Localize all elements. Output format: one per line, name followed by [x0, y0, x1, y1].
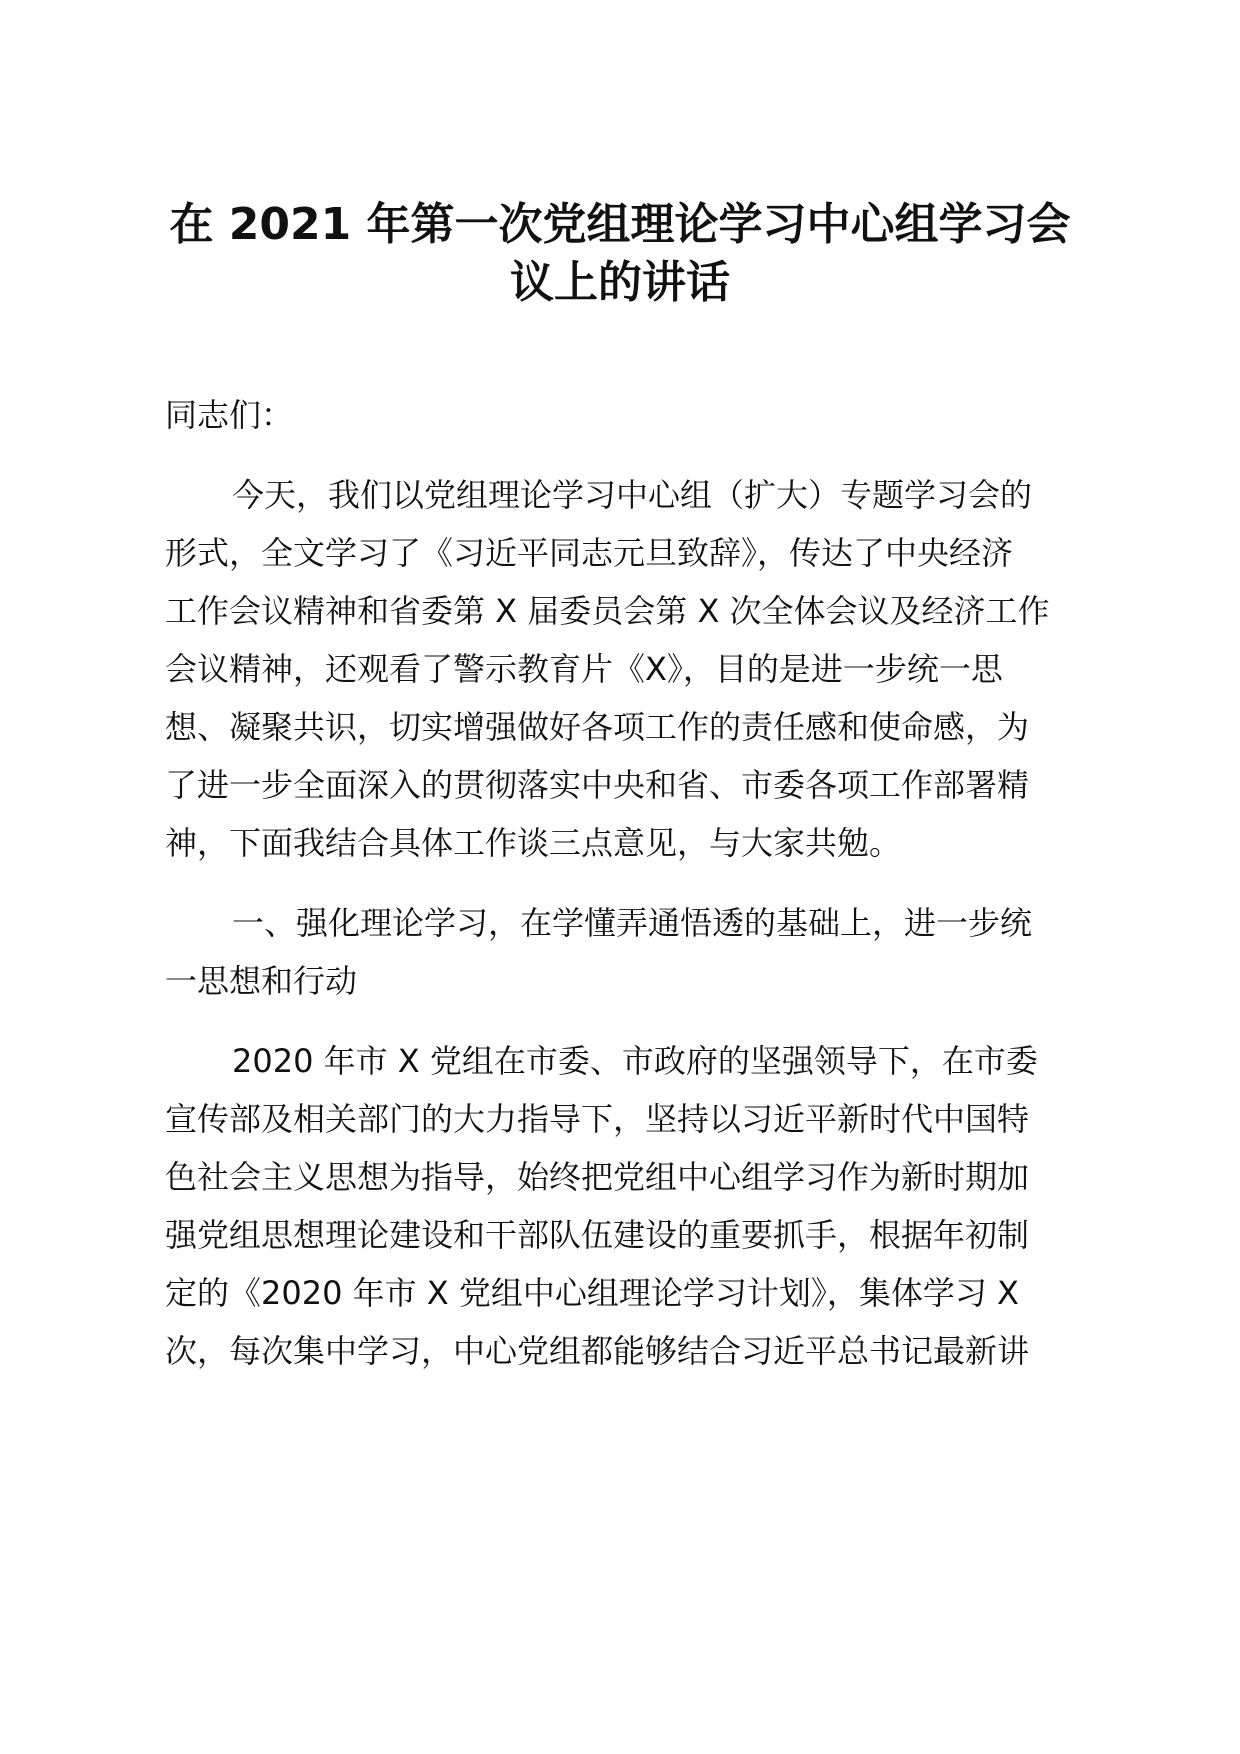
- paragraph-1-line: 形式，全文学习了《习近平同志元旦致辞》，传达了中央经济: [165, 534, 1014, 572]
- paragraph-1-line: 今天，我们以党组理论学习中心组（扩大）专题学习会的: [232, 476, 1033, 514]
- paragraph-1-line: 会议精神，还观看了警示教育片《X》，目的是进一步统一思: [165, 650, 1003, 688]
- paragraph-2-line: 色社会主义思想为指导，始终把党组中心组学习作为新时期加: [165, 1158, 1030, 1196]
- document-title: [150, 196, 1090, 312]
- paragraph-1-line: 工作会议精神和省委第 X 届委员会第 X 次全体会议及经济工作: [165, 592, 1050, 630]
- section-1-heading-line: 一思想和行动: [165, 962, 358, 1000]
- paragraph-1-line: 了进一步全面深入的贯彻落实中央和省、市委各项工作部署精: [165, 766, 1030, 804]
- paragraph-1-line: 神，下面我结合具体工作谈三点意见，与大家共勉。: [165, 824, 902, 862]
- paragraph-1-line: 想、凝聚共识，切实增强做好各项工作的责任感和使命感，为: [165, 708, 1030, 746]
- paragraph-2-line: 宣传部及相关部门的大力指导下，坚持以习近平新时代中国特: [165, 1100, 1030, 1138]
- section-1-heading-line: 一、强化理论学习，在学懂弄通悟透的基础上，进一步统: [232, 904, 1033, 942]
- salutation: 同志们：: [165, 396, 294, 434]
- title-line-1: 在 2021 年第一次党组理论学习中心组学习会: [169, 199, 1071, 250]
- paragraph-2-line: 强党组思想理论建设和干部队伍建设的重要抓手，根据年初制: [165, 1216, 1030, 1254]
- paragraph-2-line: 2020 年市 X 党组在市委、市政府的坚强领导下，在市委: [232, 1042, 1038, 1080]
- paragraph-2-line: 次，每次集中学习，中心党组都能够结合习近平总书记最新讲: [165, 1332, 1030, 1370]
- paragraph-2-line: 定的《2020 年市 X 党组中心组理论学习计划》，集体学习 X: [165, 1274, 1019, 1312]
- title-line-2: 议上的讲话: [510, 257, 730, 308]
